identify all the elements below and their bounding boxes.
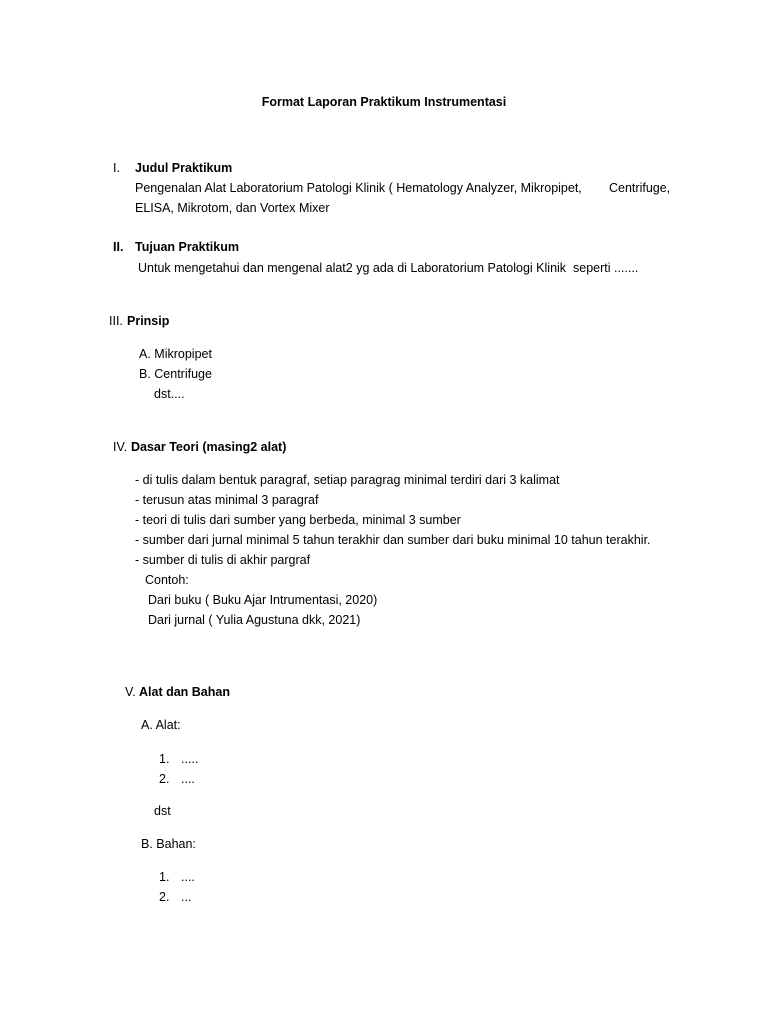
document-title: Format Laporan Praktikum Instrumentasi (261, 95, 507, 109)
prinsip-item-b: B. Centrifuge (139, 367, 212, 381)
alat-item-2-text: .... (181, 772, 195, 786)
section-1-text-line1-end: Centrifuge, (609, 181, 671, 195)
teori-example-label: Contoh: (145, 573, 189, 587)
section-2-heading: Tujuan Praktikum (135, 240, 239, 254)
teori-bullet-5: - sumber di tulis di akhir pargraf (135, 553, 311, 567)
prinsip-etc: dst.... (154, 387, 185, 401)
alat-etc: dst (154, 804, 171, 818)
teori-example-book: Dari buku ( Buku Ajar Intrumentasi, 2020) (148, 593, 378, 607)
section-5-heading: Alat dan Bahan (139, 685, 230, 699)
section-4-heading: Dasar Teori (masing2 alat) (131, 440, 287, 454)
section-3-heading: Prinsip (127, 314, 170, 328)
bahan-label: B. Bahan: (141, 837, 196, 851)
bahan-item-1-number: 1. (159, 870, 170, 884)
teori-bullet-4: - sumber dari jurnal minimal 5 tahun terakhir dan sumber dari buku minimal 10 tahun terakhir. (135, 533, 651, 547)
section-1-text-line2: ELISA, Mikrotom, dan Vortex Mixer (135, 201, 330, 215)
alat-label: A. Alat: (141, 718, 181, 732)
teori-bullet-1: - di tulis dalam bentuk paragraf, setiap paragrag minimal terdiri dari 3 kalimat (135, 473, 560, 487)
section-5-numeral: V. (125, 685, 136, 699)
section-1-heading: Judul Praktikum (135, 161, 233, 175)
bahan-item-2-text: ... (181, 890, 192, 904)
section-1-text-line1: Pengenalan Alat Laboratorium Patologi Klinik ( Hematology Analyzer, Mikropipet, (135, 181, 582, 195)
alat-item-2-number: 2. (159, 772, 170, 786)
prinsip-item-a: A. Mikropipet (139, 347, 212, 361)
teori-bullet-3: - teori di tulis dari sumber yang berbeda, minimal 3 sumber (135, 513, 461, 527)
section-2-text: Untuk mengetahui dan mengenal alat2 yg ada di Laboratorium Patologi Klinik seperti ....... (138, 261, 639, 275)
teori-example-journal: Dari jurnal ( Yulia Agustuna dkk, 2021) (148, 613, 361, 627)
alat-item-1-number: 1. (159, 752, 170, 766)
section-2-numeral: II. (113, 240, 124, 254)
alat-item-1-text: ..... (181, 752, 199, 766)
section-3-numeral: III. (109, 314, 123, 328)
section-4-numeral: IV. (113, 440, 128, 454)
section-1-numeral: I. (113, 161, 120, 175)
bahan-item-2-number: 2. (159, 890, 170, 904)
bahan-item-1-text: .... (181, 870, 195, 884)
teori-bullet-2: - terusun atas minimal 3 paragraf (135, 493, 319, 507)
